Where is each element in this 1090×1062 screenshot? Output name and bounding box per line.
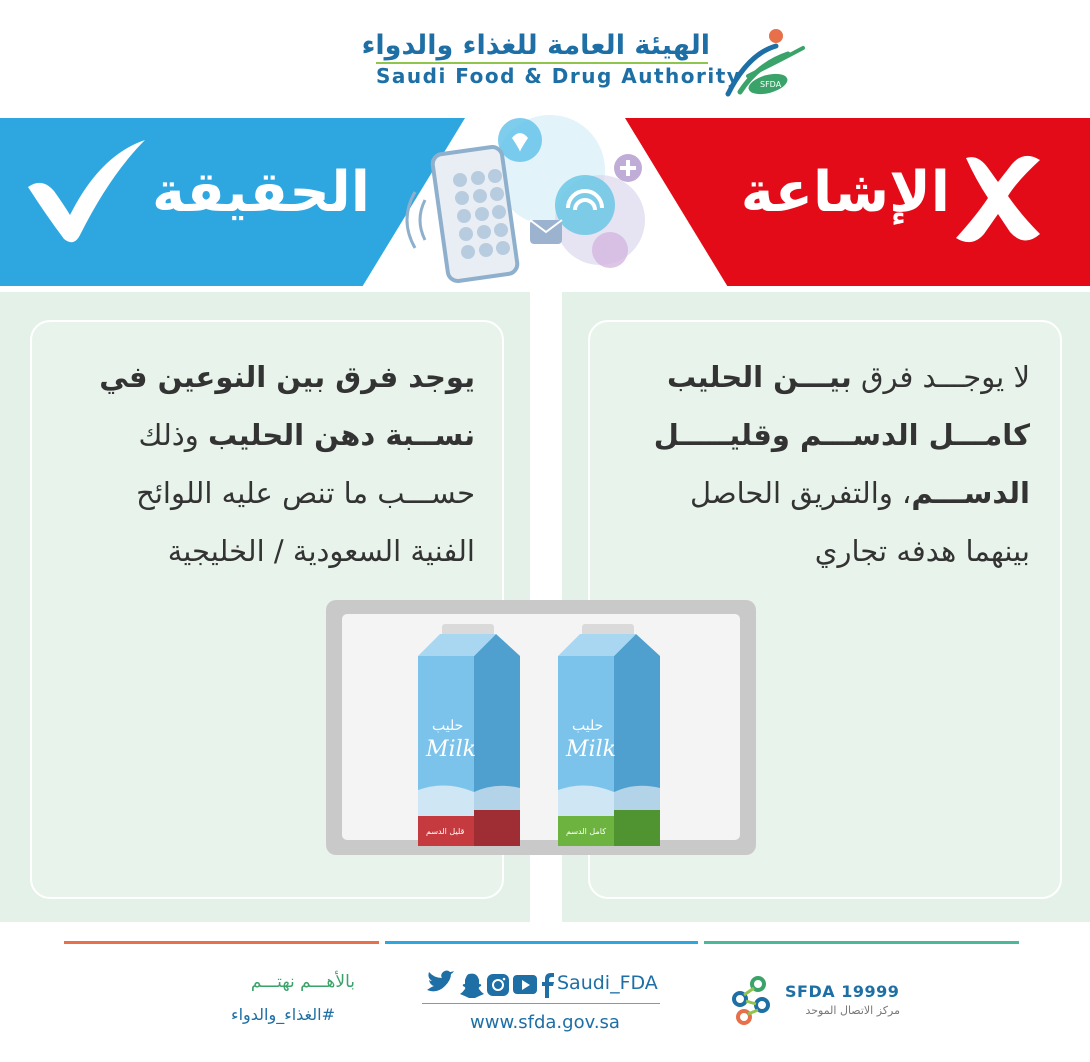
footer-divider-green	[704, 941, 1019, 944]
full-fat-label: كامل الدسم	[566, 827, 607, 836]
fact-statement: يوجد فرق بين النوعين في نســبة دهن الحليب وذلك حســـب ما تنص عليه اللوائح الفنية السعودية / الخليجية	[99, 360, 475, 568]
instagram-icon[interactable]	[487, 974, 509, 996]
slogan: بالأهـــم نهتـــم	[250, 972, 355, 992]
org-name-arabic: الهيئة العامة للغذاء والدواء	[361, 30, 710, 61]
call-center-icon	[730, 975, 778, 1025]
twitter-icon[interactable]	[427, 971, 454, 992]
social-handle[interactable]: Saudi_FDA	[557, 972, 658, 994]
milk-illustration-background	[342, 614, 740, 840]
rumor-title: الإشاعة	[740, 160, 950, 225]
full-fat-milk-carton	[556, 620, 664, 846]
social-media-illustration	[400, 110, 690, 300]
sfda-logo-icon	[718, 24, 808, 98]
snapchat-icon[interactable]	[460, 974, 484, 998]
footer-divider-orange	[64, 941, 379, 944]
call-center-number[interactable]: SFDA 19999	[785, 982, 900, 1001]
carton-brand-ar: حليب	[572, 718, 604, 734]
carton-brand-ar: حليب	[432, 718, 464, 734]
org-name-english: Saudi Food & Drug Authority	[376, 64, 742, 88]
rumor-statement: لا يوجـــد فرق بيـــن الحليب كامـــل الدســـم وقليـــــل الدســـم، والتفريق الحاصل بينهما هدفه تجاري	[653, 360, 1030, 568]
facebook-icon[interactable]	[542, 973, 554, 998]
call-center-label: مركز الاتصال الموحد	[805, 1004, 900, 1017]
low-fat-label: قليل الدسم	[426, 827, 465, 836]
fact-title: الحقيقة	[151, 160, 370, 225]
footer-underline	[422, 1003, 660, 1004]
checkmark-icon	[20, 135, 150, 250]
logo-badge: SFDA	[760, 80, 782, 89]
x-mark-icon	[948, 150, 1048, 250]
footer-divider-blue	[385, 941, 698, 944]
carton-brand-en: Milk	[566, 737, 616, 762]
social-icons	[425, 970, 555, 1000]
youtube-icon[interactable]	[513, 975, 537, 994]
carton-brand-en: Milk	[426, 737, 476, 762]
low-fat-milk-carton	[416, 620, 524, 846]
hashtag[interactable]: #الغذاء_والدواء	[231, 1005, 335, 1024]
website-link[interactable]: www.sfda.gov.sa	[470, 1012, 620, 1033]
